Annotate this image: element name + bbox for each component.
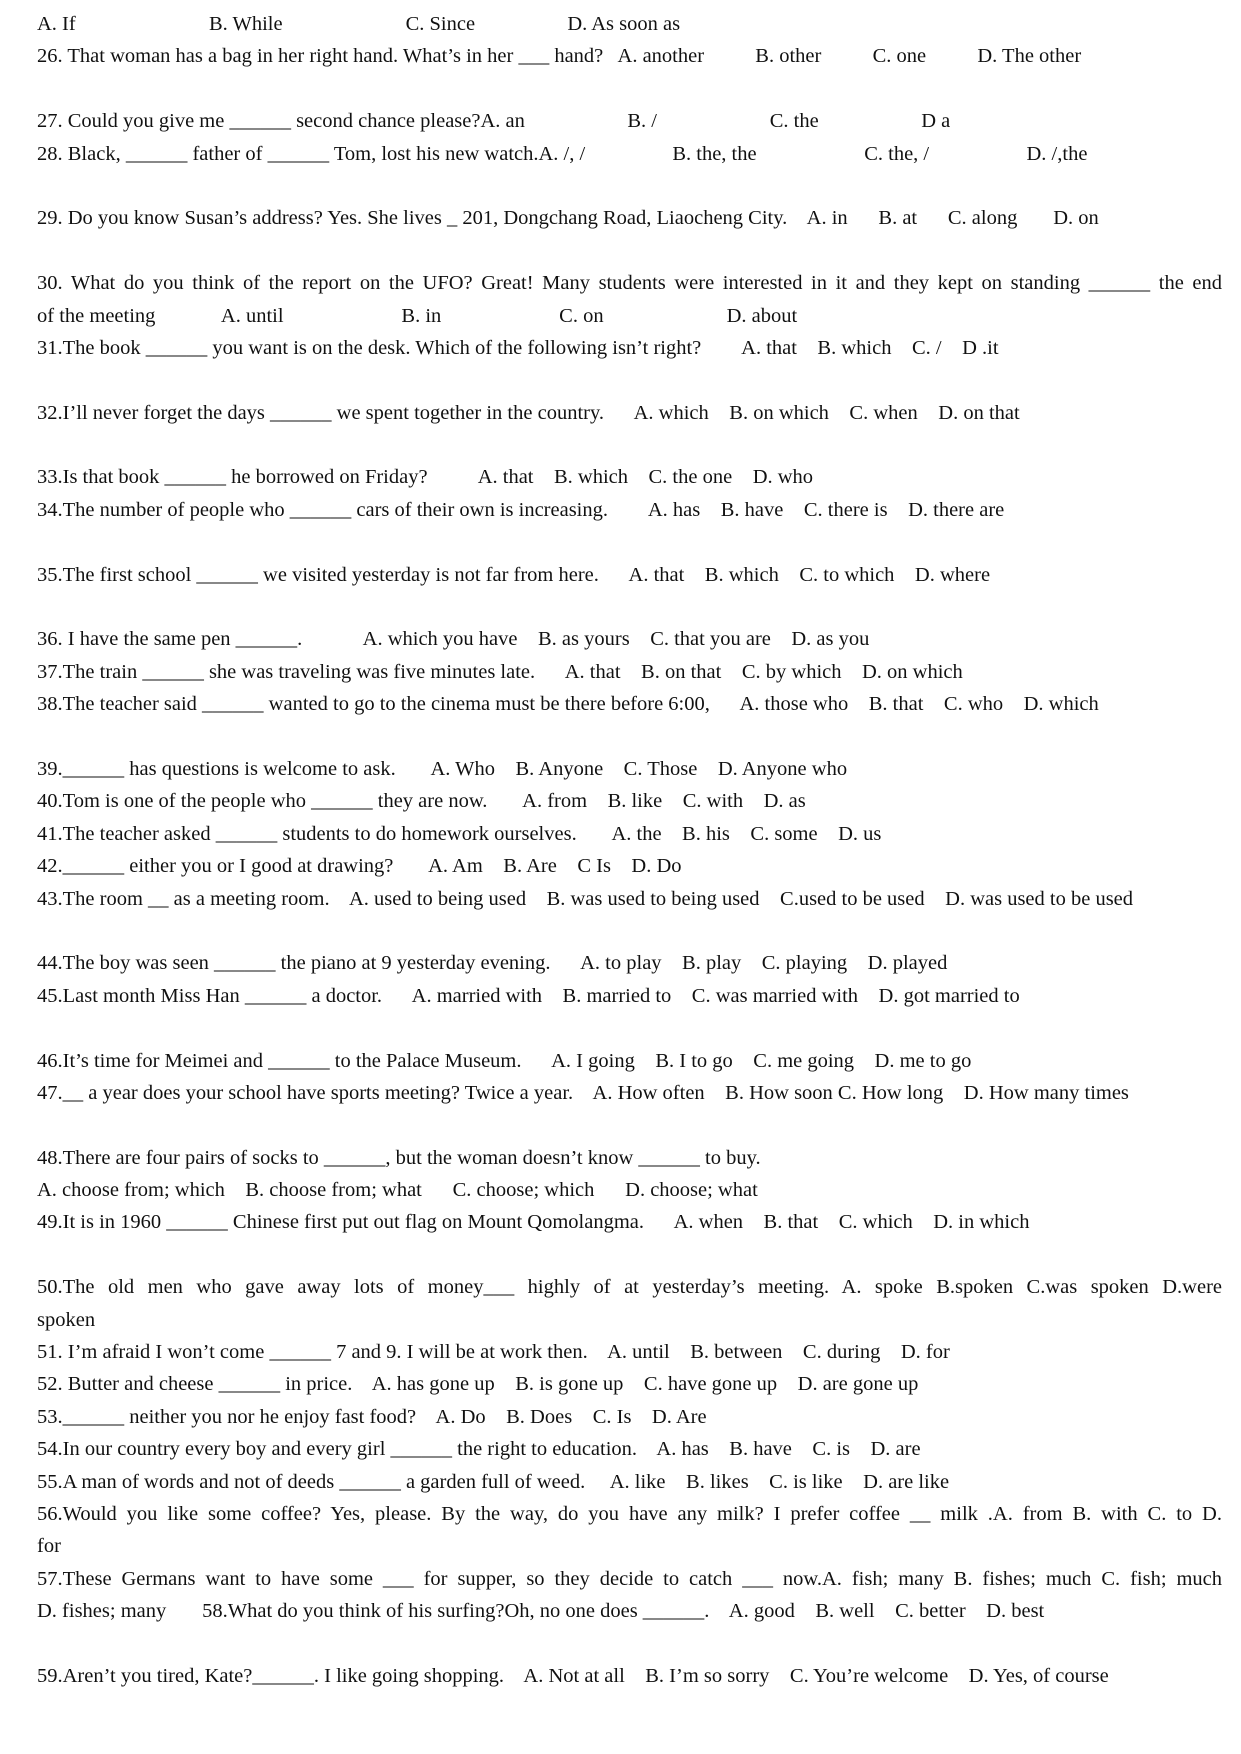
- blank-line: [37, 73, 1222, 105]
- question-50-continued: spoken: [37, 1308, 96, 1331]
- question-32: 32.I’ll never forget the days ______ we spent together in the country. A. which B. on which C. when D. on that: [37, 401, 1020, 424]
- question-48-options: A. choose from; which B. choose from; what C. choose; which D. choose; what: [37, 1179, 758, 1202]
- question-49: 49.It is in 1960 ______ Chinese first put out flag on Mount Qomolangma. A. when B. that C. which D. in which: [37, 1211, 1030, 1234]
- question-50: 50.The old men who gave away lots of money___ highly of at yesterday’s meeting. A. spoke B.spoken C.was spoken D.were: [37, 1276, 1222, 1299]
- blank-line: [37, 721, 1222, 753]
- question-57-58: D. fishes; many 58.What do you think of his surfing?Oh, no one does ______. A. good B. well C. better D. best: [37, 1600, 1045, 1623]
- question-43: 43.The room __ as a meeting room. A. used to being used B. was used to being used C.used to be used D. was used to be used: [37, 887, 1134, 910]
- question-38: 38.The teacher said ______ wanted to go to the cinema must be there before 6:00, A. those who B. that C. who D. which: [37, 693, 1099, 716]
- question-34: 34.The number of people who ______ cars of their own is increasing. A. has B. have C. there is D. there are: [37, 498, 1005, 521]
- question-56-continued: for: [37, 1535, 61, 1558]
- question-48: 48.There are four pairs of socks to ______, but the woman doesn’t know ______ to buy.: [37, 1146, 761, 1169]
- worksheet-page: [37, 8, 1222, 1692]
- blank-line: [37, 1109, 1222, 1141]
- question-26: 26. That woman has a bag in her right hand. What’s in her ___ hand? A. another B. other C. one D. The other: [37, 45, 1082, 68]
- question-56: 56.Would you like some coffee? Yes, please. By the way, do you have any milk? I prefer coffee __ milk .A. from B. with C. to D.: [37, 1502, 1222, 1525]
- blank-line: [37, 1239, 1222, 1271]
- question-29: 29. Do you know Susan’s address? Yes. She lives _ 201, Dongchang Road, Liaocheng City. A. in B. at C. along D. on: [37, 207, 1099, 230]
- question-27: 27. Could you give me ______ second chance please?A. an B. / C. the D a: [37, 110, 951, 133]
- blank-line: [37, 591, 1222, 623]
- question-57: 57.These Germans want to have some ___ for supper, so they decide to catch ___ now.A. fish; many B. fishes; much C. fish; much: [37, 1567, 1222, 1590]
- blank-line: [37, 235, 1222, 267]
- question-46: 46.It’s time for Meimei and ______ to the Palace Museum. A. I going B. I to go C. me going D. me to go: [37, 1049, 972, 1072]
- blank-line: [37, 429, 1222, 461]
- blank-line: [37, 915, 1222, 947]
- question-51: 51. I’m afraid I won’t come ______ 7 and 9. I will be at work then. A. until B. between C. during D. for: [37, 1341, 950, 1364]
- blank-line: [37, 1628, 1222, 1660]
- question-30: 30. What do you think of the report on the UFO? Great! Many students were interested in it and they kept on standing ______ the end: [37, 272, 1222, 295]
- blank-line: [37, 526, 1222, 558]
- question-42: 42.______ either you or I good at drawing? A. Am B. Are C Is D. Do: [37, 855, 682, 878]
- question-40: 40.Tom is one of the people who ______ they are now. A. from B. like C. with D. as: [37, 790, 806, 813]
- question-35: 35.The first school ______ we visited yesterday is not far from here. A. that B. which C. to which D. where: [37, 563, 991, 586]
- question-59: 59.Aren’t you tired, Kate?______. I like going shopping. A. Not at all B. I’m so sorry C. You’re welcome D. Yes, of course: [37, 1664, 1109, 1687]
- question-55: 55.A man of words and not of deeds ______ a garden full of weed. A. like B. likes C. is like D. are like: [37, 1470, 950, 1493]
- question-30-options: of the meeting A. until B. in C. on D. about: [37, 304, 798, 327]
- blank-line: [37, 1012, 1222, 1044]
- question-54: 54.In our country every boy and every girl ______ the right to education. A. has B. have C. is D. are: [37, 1438, 921, 1461]
- question-44: 44.The boy was seen ______ the piano at 9 yesterday evening. A. to play B. play C. playing D. played: [37, 952, 948, 975]
- question-47: 47.__ a year does your school have sports meeting? Twice a year. A. How often B. How soon C. How long D. How many times: [37, 1081, 1129, 1104]
- blank-line: [37, 170, 1222, 202]
- text-line: A. If B. While C. Since D. As soon as: [37, 13, 681, 35]
- question-31: 31.The book ______ you want is on the desk. Which of the following isn’t right? A. that B. which C. / D .it: [37, 336, 999, 359]
- question-53: 53.______ neither you nor he enjoy fast food? A. Do B. Does C. Is D. Are: [37, 1405, 707, 1428]
- question-52: 52. Butter and cheese ______ in price. A. has gone up B. is gone up C. have gone up D. are gone up: [37, 1373, 919, 1396]
- question-37: 37.The train ______ she was traveling was five minutes late. A. that B. on that C. by which D. on which: [37, 660, 963, 683]
- question-45: 45.Last month Miss Han ______ a doctor. A. married with B. married to C. was married with D. got married to: [37, 984, 1020, 1007]
- question-39: 39.______ has questions is welcome to ask. A. Who B. Anyone C. Those D. Anyone who: [37, 757, 848, 780]
- blank-line: [37, 364, 1222, 396]
- question-28: 28. Black, ______ father of ______ Tom, lost his new watch.A. /, / B. the, the C. the, / D. /,the: [37, 142, 1088, 165]
- question-41: 41.The teacher asked ______ students to do homework ourselves. A. the B. his C. some D. us: [37, 822, 882, 845]
- question-33: 33.Is that book ______ he borrowed on Friday? A. that B. which C. the one D. who: [37, 466, 814, 489]
- question-36: 36. I have the same pen ______. A. which you have B. as yours C. that you are D. as you: [37, 628, 870, 651]
